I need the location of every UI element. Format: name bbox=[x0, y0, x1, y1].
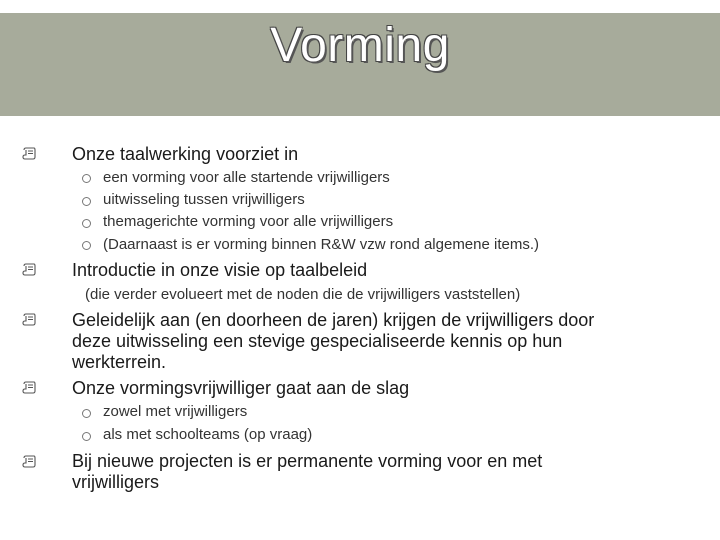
scroll-bullet-icon bbox=[22, 313, 36, 327]
sub-bullet-text: als met schoolteams (op vraag) bbox=[103, 426, 313, 443]
scroll-bullet-icon bbox=[22, 147, 36, 161]
sub-bullet-marker bbox=[82, 409, 91, 418]
bullet-text-line: vrijwilligers bbox=[72, 472, 160, 492]
sub-bullet-text: themagerichte vorming voor alle vrijwilligers bbox=[103, 213, 394, 230]
sub-bullet-text: een vorming voor alle startende vrijwilligers bbox=[103, 169, 390, 186]
scroll-bullet-icon bbox=[22, 263, 36, 277]
bullet-note: (die verder evolueert met de noden die de vrijwilligers vaststellen) bbox=[85, 286, 521, 303]
bullet-text-line: Bij nieuwe projecten is er permanente vorming voor en met bbox=[72, 451, 543, 471]
sub-bullet-marker bbox=[82, 197, 91, 206]
sub-bullet-text: uitwisseling tussen vrijwilligers bbox=[103, 191, 305, 208]
sub-bullet-text: zowel met vrijwilligers bbox=[103, 403, 248, 420]
sub-bullet-marker bbox=[82, 432, 91, 441]
bullet-text: Onze taalwerking voorziet in bbox=[72, 144, 299, 164]
bullet-text: Introductie in onze visie op taalbeleid bbox=[72, 260, 368, 280]
bullet-text-line: deze uitwisseling een stevige gespecialiseerde kennis op hun bbox=[72, 331, 563, 351]
slide-title: Vorming bbox=[270, 19, 450, 72]
scroll-bullet-icon bbox=[22, 455, 36, 469]
bullet-text: Onze vormingsvrijwilliger gaat aan de slag bbox=[72, 378, 410, 398]
sub-bullet-text: (Daarnaast is er vorming binnen R&W vzw rond algemene items.) bbox=[103, 236, 540, 253]
bullet-text-line: Geleidelijk aan (en doorheen de jaren) krijgen de vrijwilligers door bbox=[72, 310, 595, 330]
scroll-bullet-icon bbox=[22, 381, 36, 395]
sub-bullet-marker bbox=[82, 241, 91, 250]
sub-bullet-marker bbox=[82, 174, 91, 183]
bullet-text-line: werkterrein. bbox=[72, 352, 167, 372]
sub-bullet-marker bbox=[82, 219, 91, 228]
